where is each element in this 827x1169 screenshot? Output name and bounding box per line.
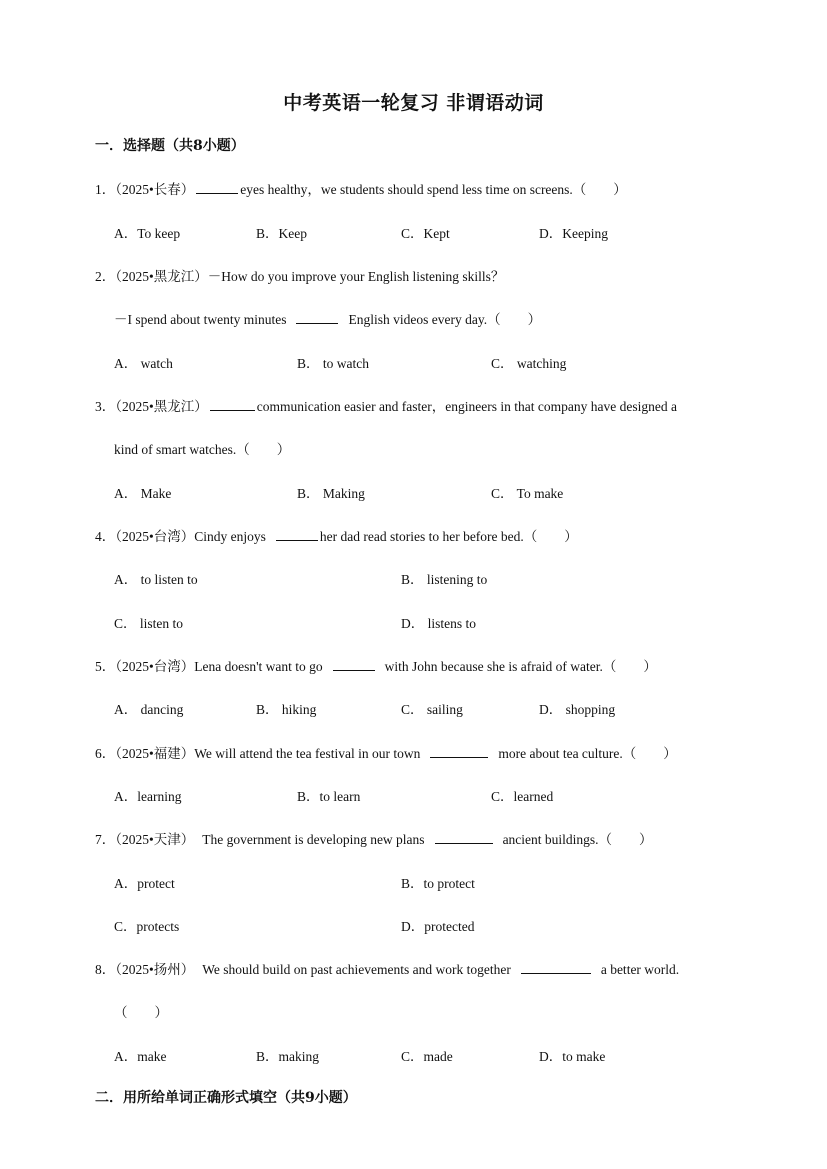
question-source: （2025•黑龙江） (115, 269, 208, 284)
option-c: C．learned (491, 789, 554, 804)
question-8 (95, 958, 679, 978)
answer-blank (333, 658, 375, 671)
question-text: Lena doesn't want to go (194, 659, 323, 674)
question-text: a better world. (600, 962, 680, 977)
question-source: （2025•天津） (115, 832, 195, 847)
question-number: 8． (95, 962, 116, 977)
question-text: We will attend the tea festival in our town (194, 746, 421, 761)
option-c: C．Kept (401, 226, 450, 241)
option-b: B．to learn (297, 789, 361, 804)
question-source: （2025•长春） (115, 182, 195, 197)
option-b: B． Making (297, 486, 365, 501)
question-text: The government is developing new plans (202, 832, 425, 847)
option-a: A．protect (114, 876, 175, 891)
question-1 (95, 178, 627, 198)
option-d: D．protected (401, 919, 475, 934)
question-5 (95, 655, 657, 675)
option-b: B． to watch (297, 356, 369, 371)
option-a: A．To keep (114, 226, 181, 241)
page-title: 中考英语一轮复习 非谓语动词 (283, 92, 544, 114)
option-a: A． dancing (114, 702, 184, 717)
question-3-line2: kind of smart watches.（ ） (114, 442, 291, 457)
option-a: A．make (114, 1049, 167, 1064)
option-b: B．Keep (256, 226, 307, 241)
question-text: her dad read stories to her before bed.（ ） (319, 529, 578, 544)
answer-blank (210, 398, 255, 411)
question-number: 5． (95, 659, 116, 674)
question-number: 2． (95, 269, 116, 284)
option-c: C． listen to (114, 616, 184, 631)
question-text: eyes healthy，we students should spend less time on screens.（ ） (240, 182, 627, 197)
answer-blank (296, 311, 338, 324)
question-text: －How do you improve your English listening skills？ (207, 269, 505, 284)
question-text: with John because she is afraid of water.（ ） (384, 659, 657, 674)
option-a: A． to listen to (114, 572, 198, 587)
option-c: C． To make (491, 486, 564, 501)
question-3 (95, 395, 677, 415)
question-2-line2 (114, 308, 541, 328)
answer-blank (196, 181, 238, 194)
option-c: C． sailing (401, 702, 463, 717)
question-number: 3． (95, 399, 116, 414)
option-b: B． listening to (401, 572, 488, 587)
question-text: ancient buildings.（ ） (502, 832, 653, 847)
question-2 (95, 265, 504, 285)
question-text: We should build on past achievements and work together (202, 962, 511, 977)
option-b: B． hiking (256, 702, 317, 717)
option-b: B．making (256, 1049, 319, 1064)
question-4 (95, 525, 578, 545)
option-a: A．learning (114, 789, 182, 804)
option-a: A． watch (114, 356, 173, 371)
question-8-line2: （ ） (114, 1005, 168, 1020)
option-d: D．Keeping (539, 226, 608, 241)
option-d: D． listens to (401, 616, 477, 631)
option-c: C．made (401, 1049, 453, 1064)
question-number: 4． (95, 529, 116, 544)
option-c: C．protects (114, 919, 180, 934)
question-source: （2025•台湾） (115, 659, 195, 674)
question-source: （2025•台湾） (115, 529, 195, 544)
question-number: 7． (95, 832, 116, 847)
option-b: B．to protect (401, 876, 475, 891)
question-text: English videos every day.（ ） (348, 312, 542, 327)
section-heading-choice: 一．选择题（共8小题） (95, 138, 245, 154)
option-c: C． watching (491, 356, 567, 371)
question-source: （2025•福建） (115, 746, 195, 761)
answer-blank (435, 831, 493, 844)
section-heading-fill-in: 二．用所给单词正确形式填空（共9小题） (95, 1090, 357, 1106)
question-number: 1． (95, 182, 116, 197)
option-d: D．to make (539, 1049, 606, 1064)
question-text: communication easier and faster，engineers in that company have designed a (256, 399, 677, 414)
question-text: Cindy enjoys (194, 529, 266, 544)
option-d: D． shopping (539, 702, 616, 717)
answer-blank (276, 528, 318, 541)
answer-blank (430, 745, 488, 758)
question-source: （2025•黑龙江） (115, 399, 208, 414)
question-source: （2025•扬州） (115, 962, 195, 977)
question-text: －I spend about twenty minutes (114, 312, 287, 327)
question-7 (95, 828, 653, 848)
answer-blank (521, 961, 591, 974)
question-6 (95, 742, 677, 762)
question-text: more about tea culture.（ ） (498, 746, 677, 761)
option-a: A． Make (114, 486, 172, 501)
question-number: 6． (95, 746, 116, 761)
